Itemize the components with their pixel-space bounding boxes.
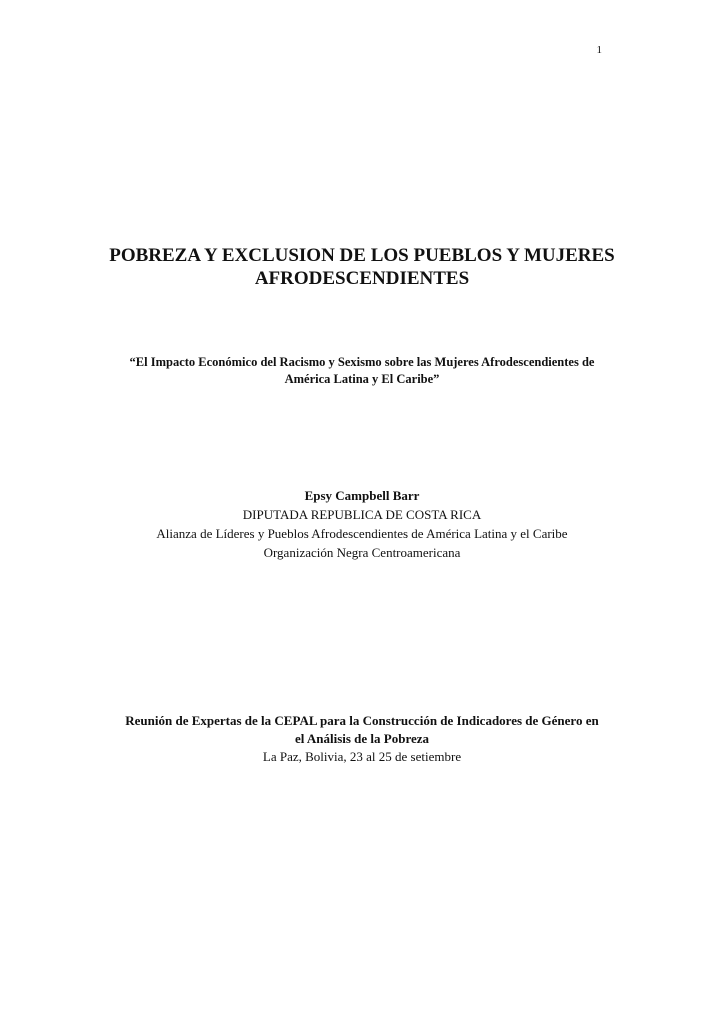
subtitle-line-2: América Latina y El Caribe”	[284, 372, 440, 386]
document-title	[0, 244, 724, 290]
event-line-2: el Análisis de la Pobreza	[294, 731, 430, 746]
author-affiliation-2: Organización Negra Centroamericana	[263, 545, 461, 560]
subtitle-line-1: “El Impacto Económico del Racismo y Sexismo sobre las Mujeres Afrodescendientes de	[129, 355, 595, 369]
author-name: Epsy Campbell Barr	[304, 488, 420, 503]
page-number: 1	[596, 44, 602, 56]
author-affiliation-1: Alianza de Líderes y Pueblos Afrodescendientes de América Latina y el Caribe	[156, 526, 568, 541]
author-section	[0, 486, 724, 562]
title-line-1: POBREZA Y EXCLUSION DE LOS PUEBLOS Y MUJERES	[109, 245, 615, 266]
event-location-date: La Paz, Bolivia, 23 al 25 de setiembre	[262, 749, 462, 764]
author-position: DIPUTADA REPUBLICA DE COSTA RICA	[242, 507, 482, 522]
title-line-2: AFRODESCENDIENTES	[254, 268, 470, 289]
document-subtitle	[0, 354, 724, 388]
event-line-1: Reunión de Expertas de la CEPAL para la Construcción de Indicadores de Género en	[125, 713, 599, 728]
event-section	[0, 712, 724, 766]
